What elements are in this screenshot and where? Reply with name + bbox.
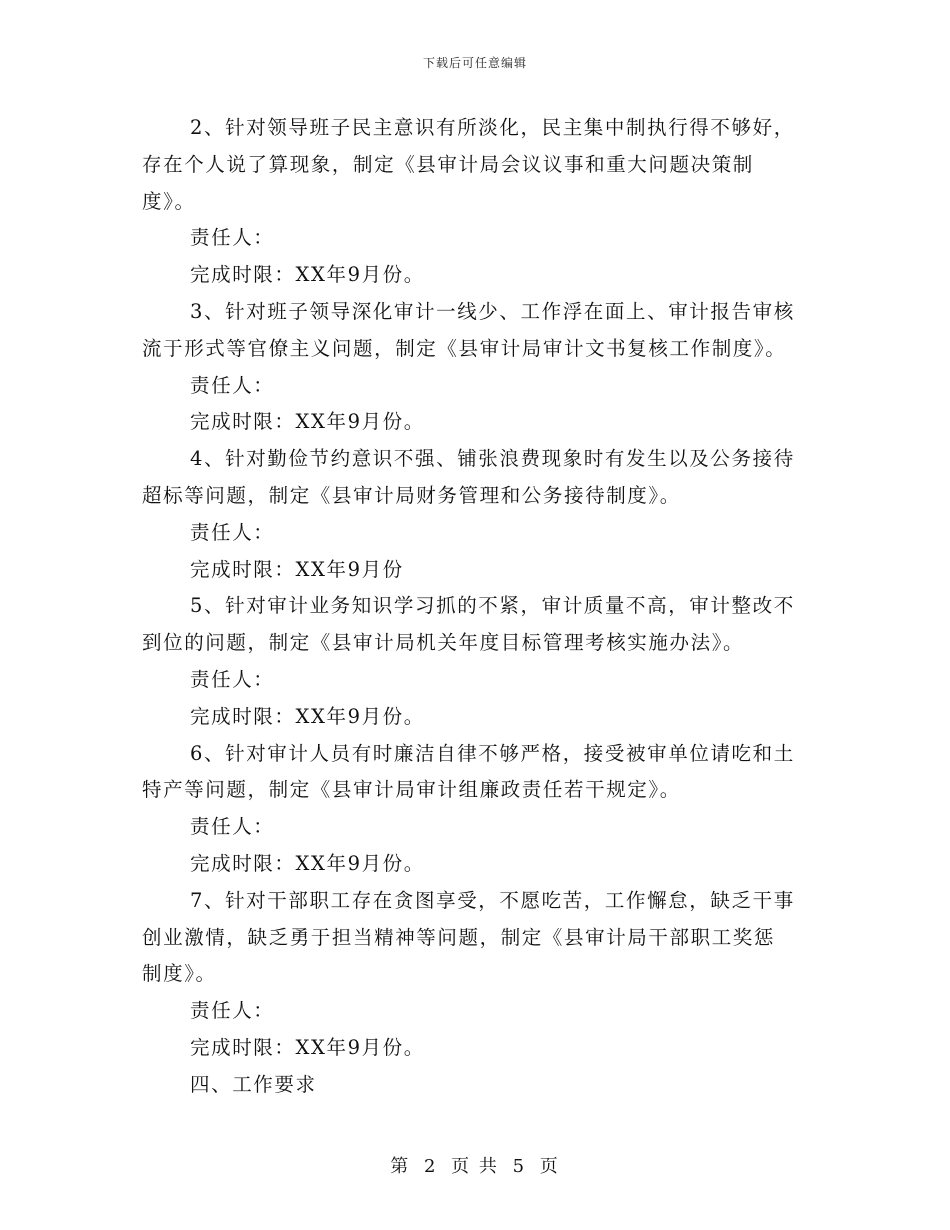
body-line: 超标等问题，制定《县审计局财务管理和公务接待制度》。 (142, 483, 681, 507)
body-line: 完成时限：XX年9月份。 (190, 1035, 425, 1059)
body-line: 特产等问题，制定《县审计局审计组廉政责任若干规定》。 (142, 778, 681, 802)
body-line: 7、针对干部职工存在贪图享受，不愿吃苦，工作懈怠，缺乏干事 (190, 888, 795, 912)
body-line: 责任人： (190, 999, 275, 1023)
footer-middle: 页 共 (451, 1156, 499, 1177)
footer-prefix: 第 (390, 1156, 411, 1177)
body-line: 5、针对审计业务知识学习抓的不紧，审计质量不高，审计整改不 (190, 594, 795, 618)
body-line: 四、工作要求 (190, 1072, 317, 1096)
body-line: 制度》。 (142, 962, 217, 986)
body-line: 4、针对勤俭节约意识不强、铺张浪费现象时有发生以及公务接待 (190, 447, 795, 471)
body-line: 创业激情，缺乏勇于担当精神等问题，制定《县审计局干部职工奖惩 (142, 925, 776, 949)
body-line: 责任人： (190, 226, 275, 250)
body-line: 3、针对班子领导深化审计一线少、工作浮在面上、审计报告审核 (190, 299, 795, 323)
body-line: 完成时限：XX年9月份 (190, 557, 404, 581)
total-pages-number: 5 (512, 1156, 527, 1177)
body-line: 到位的问题，制定《县审计局机关年度目标管理考核实施办法》。 (142, 631, 745, 655)
body-line: 责任人： (190, 667, 275, 691)
body-line: 流于形式等官僚主义问题，制定《县审计局审计文书复核工作制度》。 (142, 336, 787, 360)
document-body (142, 110, 810, 1104)
body-line: 完成时限：XX年9月份。 (190, 704, 425, 728)
body-line: 责任人： (190, 373, 275, 397)
body-line: 2、针对领导班子民主意识有所淡化，民主集中制执行得不够好， (190, 116, 795, 139)
body-line: 完成时限：XX年9月份。 (190, 263, 425, 287)
body-line: 6、针对审计人员有时廉洁自律不够严格，接受被审单位请吃和土 (190, 741, 795, 765)
body-line: 度》。 (142, 189, 196, 213)
body-line: 责任人： (190, 520, 275, 544)
body-line: 存在个人说了算现象，制定《县审计局会议议事和重大问题决策制 (142, 152, 754, 176)
body-line: 完成时限：XX年9月份。 (190, 410, 425, 434)
footer-suffix: 页 (539, 1156, 560, 1177)
body-line: 责任人： (190, 815, 275, 839)
page-header: 下载后可任意编辑 (422, 56, 527, 70)
body-line: 完成时限：XX年9月份。 (190, 851, 425, 875)
page-footer (0, 1152, 950, 1178)
current-page-number: 2 (423, 1156, 438, 1177)
